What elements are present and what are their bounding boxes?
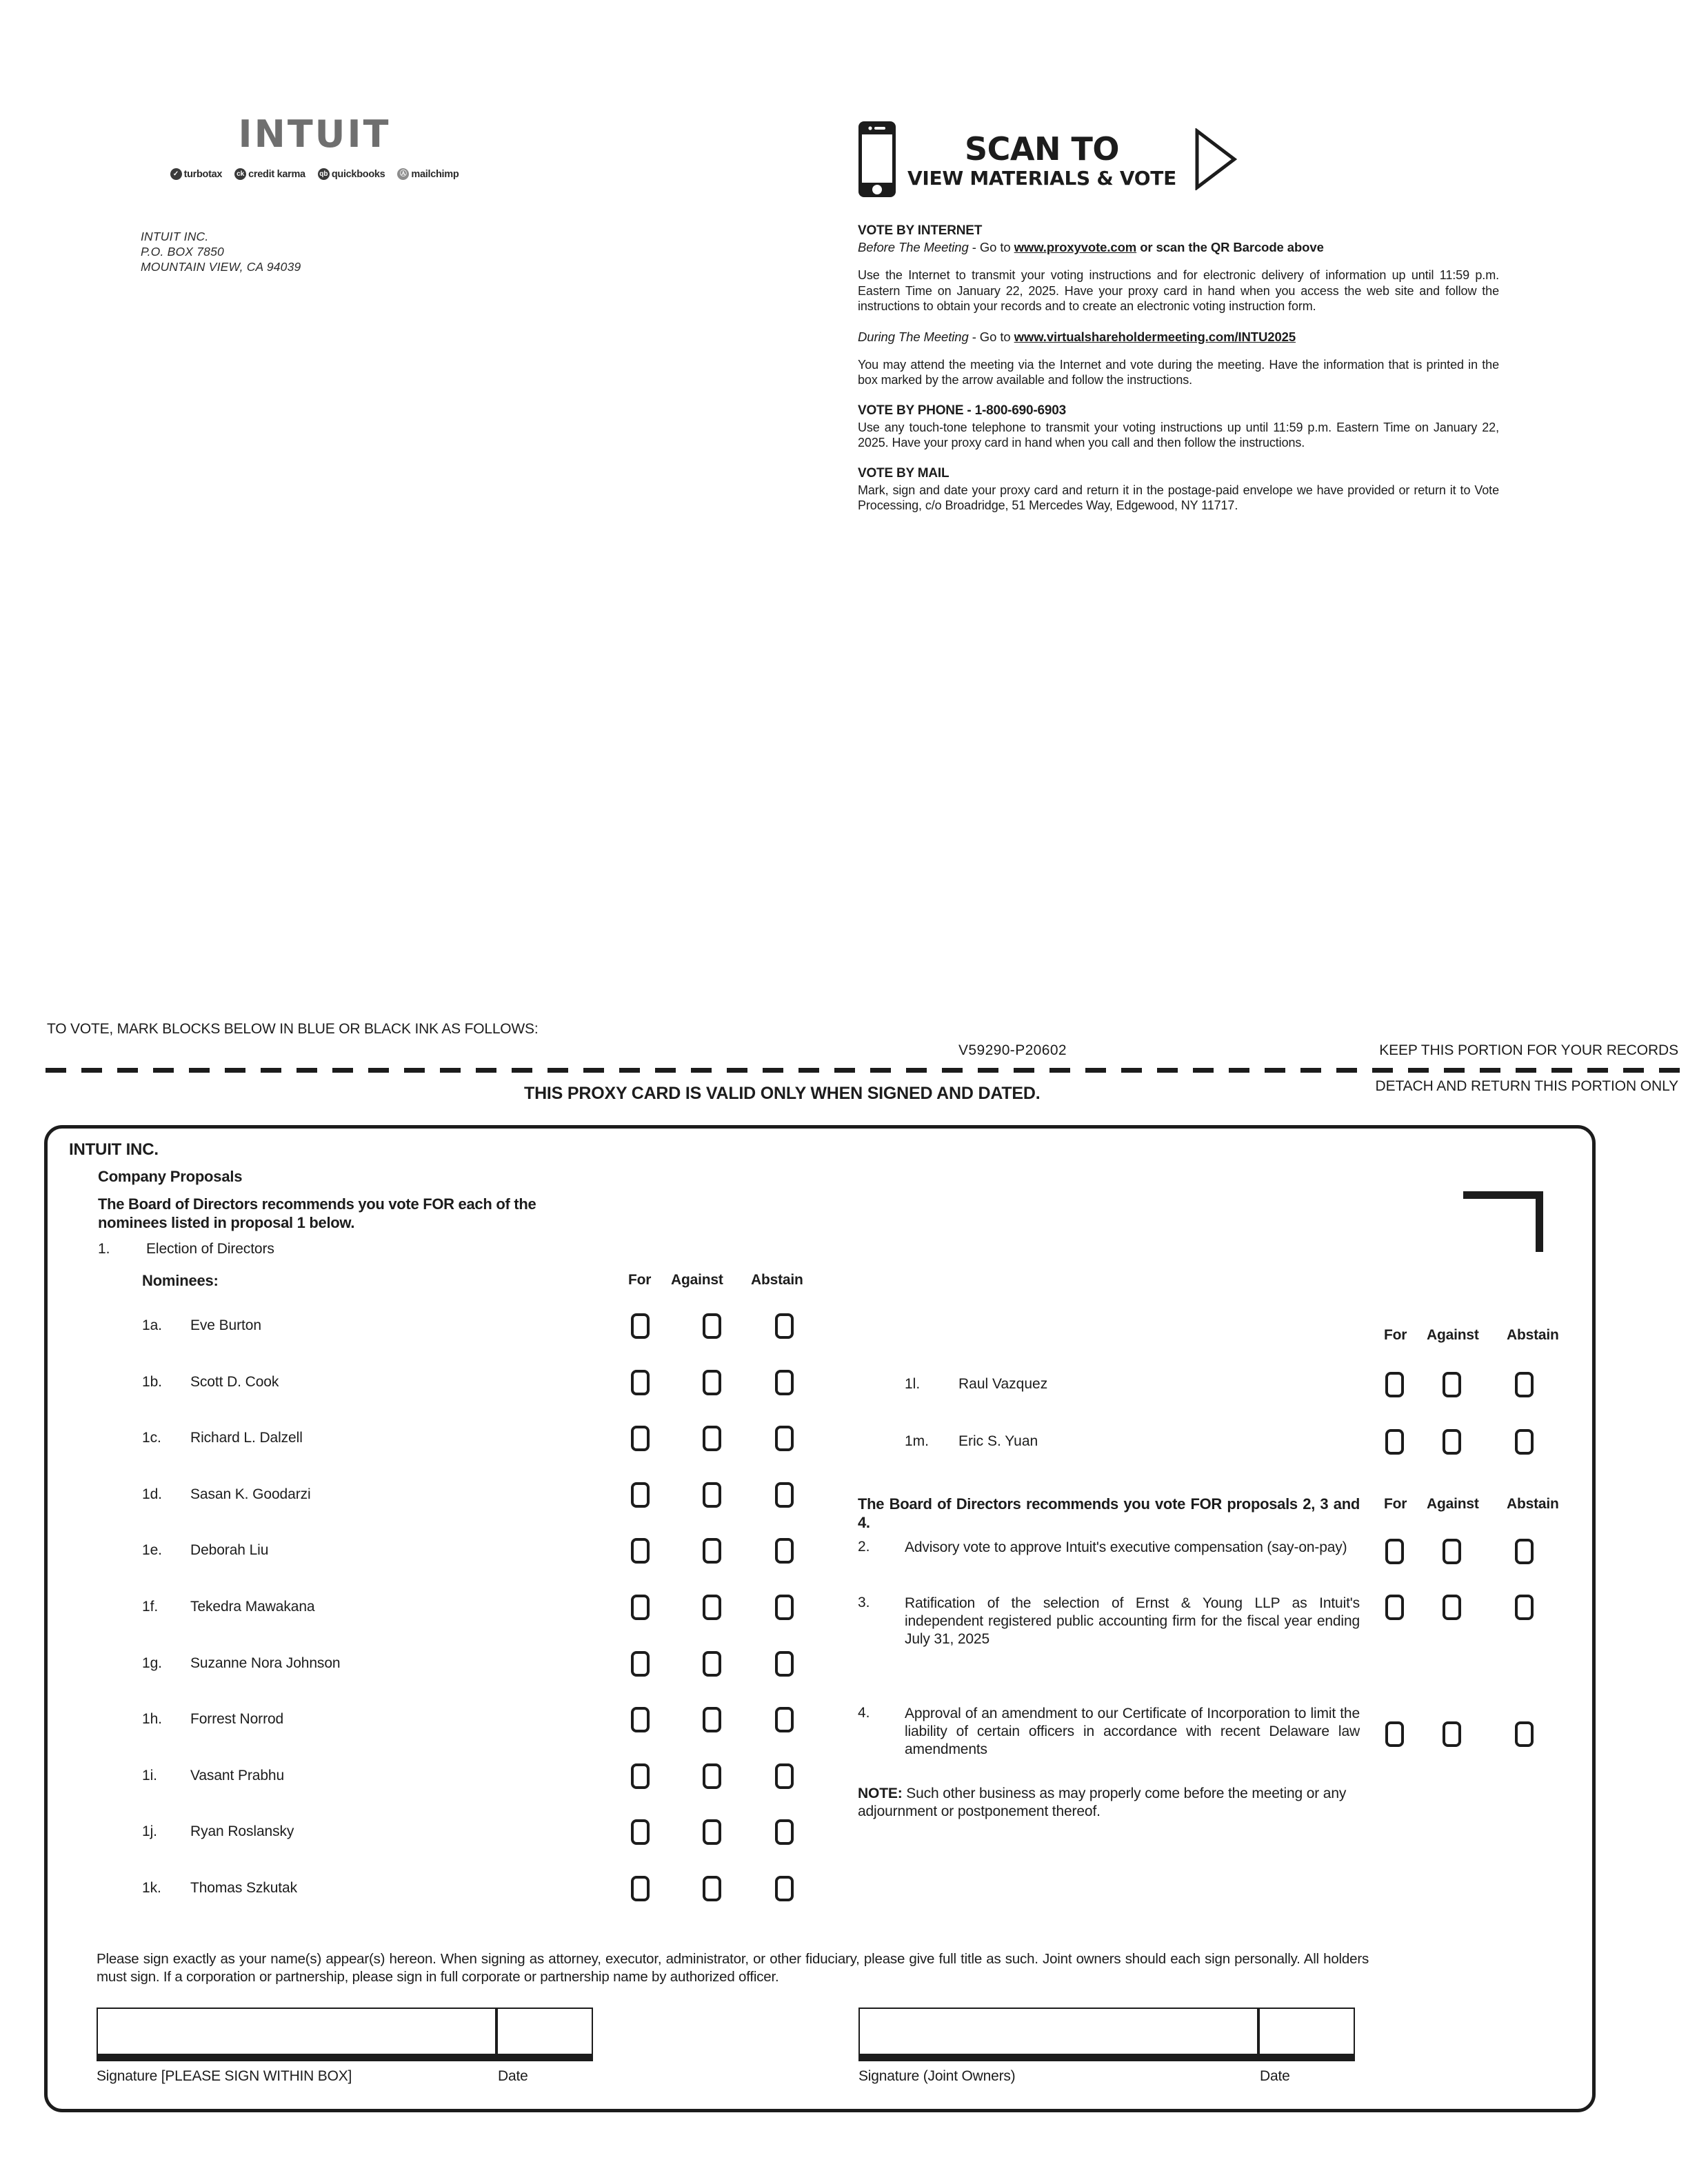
proxy-valid-notice: THIS PROXY CARD IS VALID ONLY WHEN SIGNED AND DATED. xyxy=(524,1084,1041,1103)
board-recommendation-1: The Board of Directors recommends you vote FOR each of the nominees listed in proposal 1 below. xyxy=(98,1195,536,1231)
board-recommendation-234: The Board of Directors recommends you vote FOR proposals 2, 3 and 4. xyxy=(858,1495,1360,1531)
brand-family-row xyxy=(135,168,494,180)
vote-by-mail-heading: VOTE BY MAIL xyxy=(858,465,950,481)
column-header-abstain-left: Abstain xyxy=(751,1272,803,1288)
mailing-address xyxy=(141,229,301,274)
signature-label-primary: Signature [PLEASE SIGN WITHIN BOX] xyxy=(97,2068,352,2084)
triangle-arrow-icon xyxy=(1194,128,1237,194)
address-line-pobox: P.O. BOX 7850 xyxy=(141,245,224,259)
date-label-primary: Date xyxy=(498,2068,528,2084)
checkbox-1b-for[interactable] xyxy=(631,1370,650,1395)
checkbox-proposal-2-abstain[interactable] xyxy=(1515,1539,1534,1564)
address-line-city: MOUNTAIN VIEW, CA 94039 xyxy=(141,260,301,274)
signature-field-primary[interactable] xyxy=(97,2008,496,2061)
intuit-wordmark: INTUIT xyxy=(238,112,391,156)
checkbox-proposal-3-abstain[interactable] xyxy=(1515,1595,1534,1620)
checkbox-1i-abstain[interactable] xyxy=(775,1763,794,1789)
brand-credit-karma xyxy=(234,168,305,180)
vote-by-phone-heading: VOTE BY PHONE - 1-800-690-6903 xyxy=(858,403,1067,418)
checkbox-1d-for[interactable] xyxy=(631,1482,650,1508)
column-header-for-proposals: For xyxy=(1384,1496,1407,1512)
proposal-1-title: Election of Directors xyxy=(146,1241,274,1257)
during-meeting-dash: - Go to xyxy=(968,329,1014,344)
checkbox-1f-abstain[interactable] xyxy=(775,1595,794,1620)
column-header-against-left: Against xyxy=(671,1272,723,1288)
checkbox-proposal-3-for[interactable] xyxy=(1385,1595,1404,1620)
nominee-key-1f: 1f. xyxy=(142,1599,159,1615)
checkbox-1g-for[interactable] xyxy=(631,1651,650,1677)
intuit-logo-block xyxy=(135,112,494,180)
registration-corner-bracket xyxy=(1463,1191,1543,1252)
column-header-against-right: Against xyxy=(1427,1327,1479,1343)
checkbox-1e-for[interactable] xyxy=(631,1538,650,1564)
nominee-name-1m: Eric S. Yuan xyxy=(958,1433,1038,1449)
nominee-name-1a: Eve Burton xyxy=(190,1317,261,1333)
nominee-key-1k: 1k. xyxy=(142,1880,161,1896)
signature-field-joint[interactable] xyxy=(858,2008,1258,2061)
nominee-name-1e: Deborah Liu xyxy=(190,1542,269,1559)
checkbox-1d-against[interactable] xyxy=(703,1482,721,1508)
checkbox-proposal-4-for[interactable] xyxy=(1385,1721,1404,1747)
checkbox-1h-abstain[interactable] xyxy=(775,1707,794,1732)
checkbox-proposal-4-abstain[interactable] xyxy=(1515,1721,1534,1747)
scan-headline: SCAN TO xyxy=(964,130,1119,168)
checkbox-1k-for[interactable] xyxy=(631,1876,650,1901)
other-business-note xyxy=(858,1785,1360,1821)
virtual-meeting-url-link[interactable]: www.virtualshareholdermeeting.com/INTU2025 xyxy=(1014,329,1296,344)
signature-instructions: Please sign exactly as your name(s) appear(s) hereon. When signing as attorney, executor, administrator, or other fiduciary, please give full title as such. Joint owners should each sign personally. All holders must sign. If a corporation or partnership, please sign in full corporate or partnership name by authorized officer. xyxy=(97,1951,1369,1985)
keep-portion-label: KEEP THIS PORTION FOR YOUR RECORDS xyxy=(1379,1042,1678,1058)
column-header-for-left: For xyxy=(628,1272,652,1288)
checkbox-1k-against[interactable] xyxy=(703,1876,721,1901)
checkbox-1m-abstain[interactable] xyxy=(1515,1429,1534,1455)
proposal-4-text: Approval of an amendment to our Certificate of Incorporation to limit the liability of certain officers in accordance with recent Delaware law amendments xyxy=(905,1706,1360,1757)
proposal-3-number: 3. xyxy=(858,1595,870,1610)
checkbox-proposal-4-against[interactable] xyxy=(1443,1721,1461,1747)
address-line-company: INTUIT INC. xyxy=(141,230,209,243)
checkbox-1a-abstain[interactable] xyxy=(775,1313,794,1339)
checkbox-1g-abstain[interactable] xyxy=(775,1651,794,1677)
during-meeting-line xyxy=(858,330,1499,345)
checkbox-1m-for[interactable] xyxy=(1385,1429,1404,1455)
nominee-name-1j: Ryan Roslansky xyxy=(190,1823,294,1840)
checkbox-1a-for[interactable] xyxy=(631,1313,650,1339)
checkbox-1b-against[interactable] xyxy=(703,1370,721,1395)
before-meeting-tail: or scan the QR Barcode above xyxy=(1136,240,1324,254)
date-field-joint[interactable] xyxy=(1258,2008,1355,2061)
quickbooks-qb-icon: qb xyxy=(318,168,330,180)
note-text: Such other business as may properly come before the meeting or any adjournment or postponement thereof. xyxy=(858,1786,1347,1819)
nominee-key-1c: 1c. xyxy=(142,1430,161,1446)
nominee-name-1c: Richard L. Dalzell xyxy=(190,1430,303,1446)
nominee-key-1m: 1m. xyxy=(905,1433,930,1449)
checkbox-1f-against[interactable] xyxy=(703,1595,721,1620)
nominee-key-1d: 1d. xyxy=(142,1486,162,1502)
nominee-name-1b: Scott D. Cook xyxy=(190,1373,279,1390)
mailchimp-monkey-icon: Ⓐ xyxy=(397,168,409,180)
vote-by-internet-heading: VOTE BY INTERNET xyxy=(858,223,983,238)
during-meeting-body: You may attend the meeting via the Internet and vote during the meeting. Have the information that is printed in the box marked by the arrow available and follow the instructions. xyxy=(858,357,1499,387)
date-field-primary[interactable] xyxy=(496,2008,593,2061)
checkbox-1c-for[interactable] xyxy=(631,1426,650,1451)
nominee-key-1h: 1h. xyxy=(142,1711,162,1728)
checkbox-1k-abstain[interactable] xyxy=(775,1876,794,1901)
before-meeting-dash: - Go to xyxy=(968,240,1014,254)
internet-instructions-body: Use the Internet to transmit your voting instructions and for electronic delivery of information up until 11:59 p.m. Eastern Time on January 22, 2025. Have your proxy card in hand when you access the web site and follow the instructions to obtain your records and to create an electronic voting instruction form. xyxy=(858,268,1499,313)
scan-to-vote-banner xyxy=(858,109,1499,212)
brand-quickbooks xyxy=(318,168,385,180)
proposal-3-text: Ratification of the selection of Ernst & Young LLP as Intuit's independent registered public accounting firm for the fiscal year ending July 31, 2025 xyxy=(905,1595,1360,1647)
nominee-name-1f: Tekedra Mawakana xyxy=(190,1599,315,1615)
column-header-for-right: For xyxy=(1384,1327,1407,1343)
date-label-joint: Date xyxy=(1260,2068,1290,2084)
checkbox-1e-against[interactable] xyxy=(703,1538,721,1564)
checkbox-1g-against[interactable] xyxy=(703,1651,721,1677)
nominee-name-1g: Suzanne Nora Johnson xyxy=(190,1655,341,1671)
proxyvote-url-link[interactable]: www.proxyvote.com xyxy=(1014,240,1137,254)
checkbox-1l-for[interactable] xyxy=(1385,1372,1404,1397)
detach-portion-label: DETACH AND RETURN THIS PORTION ONLY xyxy=(1375,1078,1678,1094)
nominee-key-1j: 1j. xyxy=(142,1823,157,1840)
checkbox-proposal-2-against[interactable] xyxy=(1443,1539,1461,1564)
credit-karma-ck-icon: ck xyxy=(234,168,246,180)
checkbox-1i-for[interactable] xyxy=(631,1763,650,1789)
checkbox-1f-for[interactable] xyxy=(631,1595,650,1620)
scan-to-vote-text xyxy=(907,130,1176,190)
phone-instructions-body: Use any touch-tone telephone to transmit your voting instructions up until 11:59 p.m. Eastern Time on January 22, 2025. Have your proxy card in hand when you call and then follow the instructions. xyxy=(858,420,1499,449)
proposal-4-number: 4. xyxy=(858,1705,870,1721)
nominee-key-1a: 1a. xyxy=(142,1317,162,1333)
mail-instructions-body: Mark, sign and date your proxy card and return it in the postage-paid envelope we have provided or return it to Vote Processing, c/o Broadridge, 51 Mercedes Way, Edgewood, NY 11717. xyxy=(858,483,1499,512)
vote-instructions-column xyxy=(858,109,1499,514)
checkbox-1e-abstain[interactable] xyxy=(775,1538,794,1564)
proposal-2-number: 2. xyxy=(858,1539,870,1555)
turbotax-check-icon: ✓ xyxy=(170,168,182,180)
nominee-name-1k: Thomas Szkutak xyxy=(190,1880,297,1896)
checkbox-1j-for[interactable] xyxy=(631,1819,650,1845)
checkbox-1h-for[interactable] xyxy=(631,1707,650,1732)
nominee-name-1l: Raul Vazquez xyxy=(958,1376,1048,1392)
nominee-name-1h: Forrest Norrod xyxy=(190,1711,284,1728)
column-header-abstain-proposals: Abstain xyxy=(1507,1496,1559,1512)
before-meeting-line xyxy=(858,240,1499,255)
nominee-key-1b: 1b. xyxy=(142,1373,162,1390)
checkbox-1m-against[interactable] xyxy=(1443,1429,1461,1455)
proposal-1-number: 1. xyxy=(98,1241,110,1257)
nominee-name-1d: Sasan K. Goodarzi xyxy=(190,1486,311,1502)
column-header-against-proposals: Against xyxy=(1427,1496,1479,1512)
column-header-abstain-right: Abstain xyxy=(1507,1327,1559,1343)
checkbox-1l-against[interactable] xyxy=(1443,1372,1461,1397)
nominee-key-1l: 1l. xyxy=(905,1376,921,1392)
note-label: NOTE: xyxy=(858,1786,903,1801)
brand-credit-karma-label: credit karma xyxy=(248,168,305,180)
nominee-key-1i: 1i. xyxy=(142,1767,157,1783)
card-company-name: INTUIT INC. xyxy=(69,1140,159,1159)
proposal-2-text: Advisory vote to approve Intuit's executive compensation (say-on-pay) xyxy=(905,1539,1347,1555)
checkbox-1j-abstain[interactable] xyxy=(775,1819,794,1845)
checkbox-1h-against[interactable] xyxy=(703,1707,721,1732)
during-meeting-label: During The Meeting xyxy=(858,329,969,344)
nominee-key-1g: 1g. xyxy=(142,1655,162,1671)
checkbox-1d-abstain[interactable] xyxy=(775,1482,794,1508)
control-number: V59290-P20602 xyxy=(958,1042,1067,1058)
brand-mailchimp-label: mailchimp xyxy=(411,168,459,180)
checkbox-1c-against[interactable] xyxy=(703,1426,721,1451)
checkbox-1j-against[interactable] xyxy=(703,1819,721,1845)
signature-label-joint: Signature (Joint Owners) xyxy=(858,2068,1016,2084)
checkbox-1l-abstain[interactable] xyxy=(1515,1372,1534,1397)
detach-dashed-line xyxy=(46,1068,1681,1073)
nominees-heading: Nominees: xyxy=(142,1272,219,1289)
brand-mailchimp xyxy=(397,168,459,180)
brand-turbotax xyxy=(170,168,223,180)
checkbox-1b-abstain[interactable] xyxy=(775,1370,794,1395)
company-proposals-heading: Company Proposals xyxy=(98,1168,243,1185)
to-vote-instruction: TO VOTE, MARK BLOCKS BELOW IN BLUE OR BLACK INK AS FOLLOWS: xyxy=(47,1021,539,1037)
before-meeting-label: Before The Meeting xyxy=(858,240,969,254)
checkbox-1i-against[interactable] xyxy=(703,1763,721,1789)
nominee-name-1i: Vasant Prabhu xyxy=(190,1767,285,1783)
brand-turbotax-label: turbotax xyxy=(183,168,223,180)
scan-subheadline: VIEW MATERIALS & VOTE xyxy=(907,167,1176,190)
nominee-key-1e: 1e. xyxy=(142,1542,162,1559)
checkbox-proposal-3-against[interactable] xyxy=(1443,1595,1461,1620)
checkbox-1a-against[interactable] xyxy=(703,1313,721,1339)
checkbox-1c-abstain[interactable] xyxy=(775,1426,794,1451)
mobile-phone-icon xyxy=(858,121,896,201)
brand-quickbooks-label: quickbooks xyxy=(331,168,385,180)
checkbox-proposal-2-for[interactable] xyxy=(1385,1539,1404,1564)
